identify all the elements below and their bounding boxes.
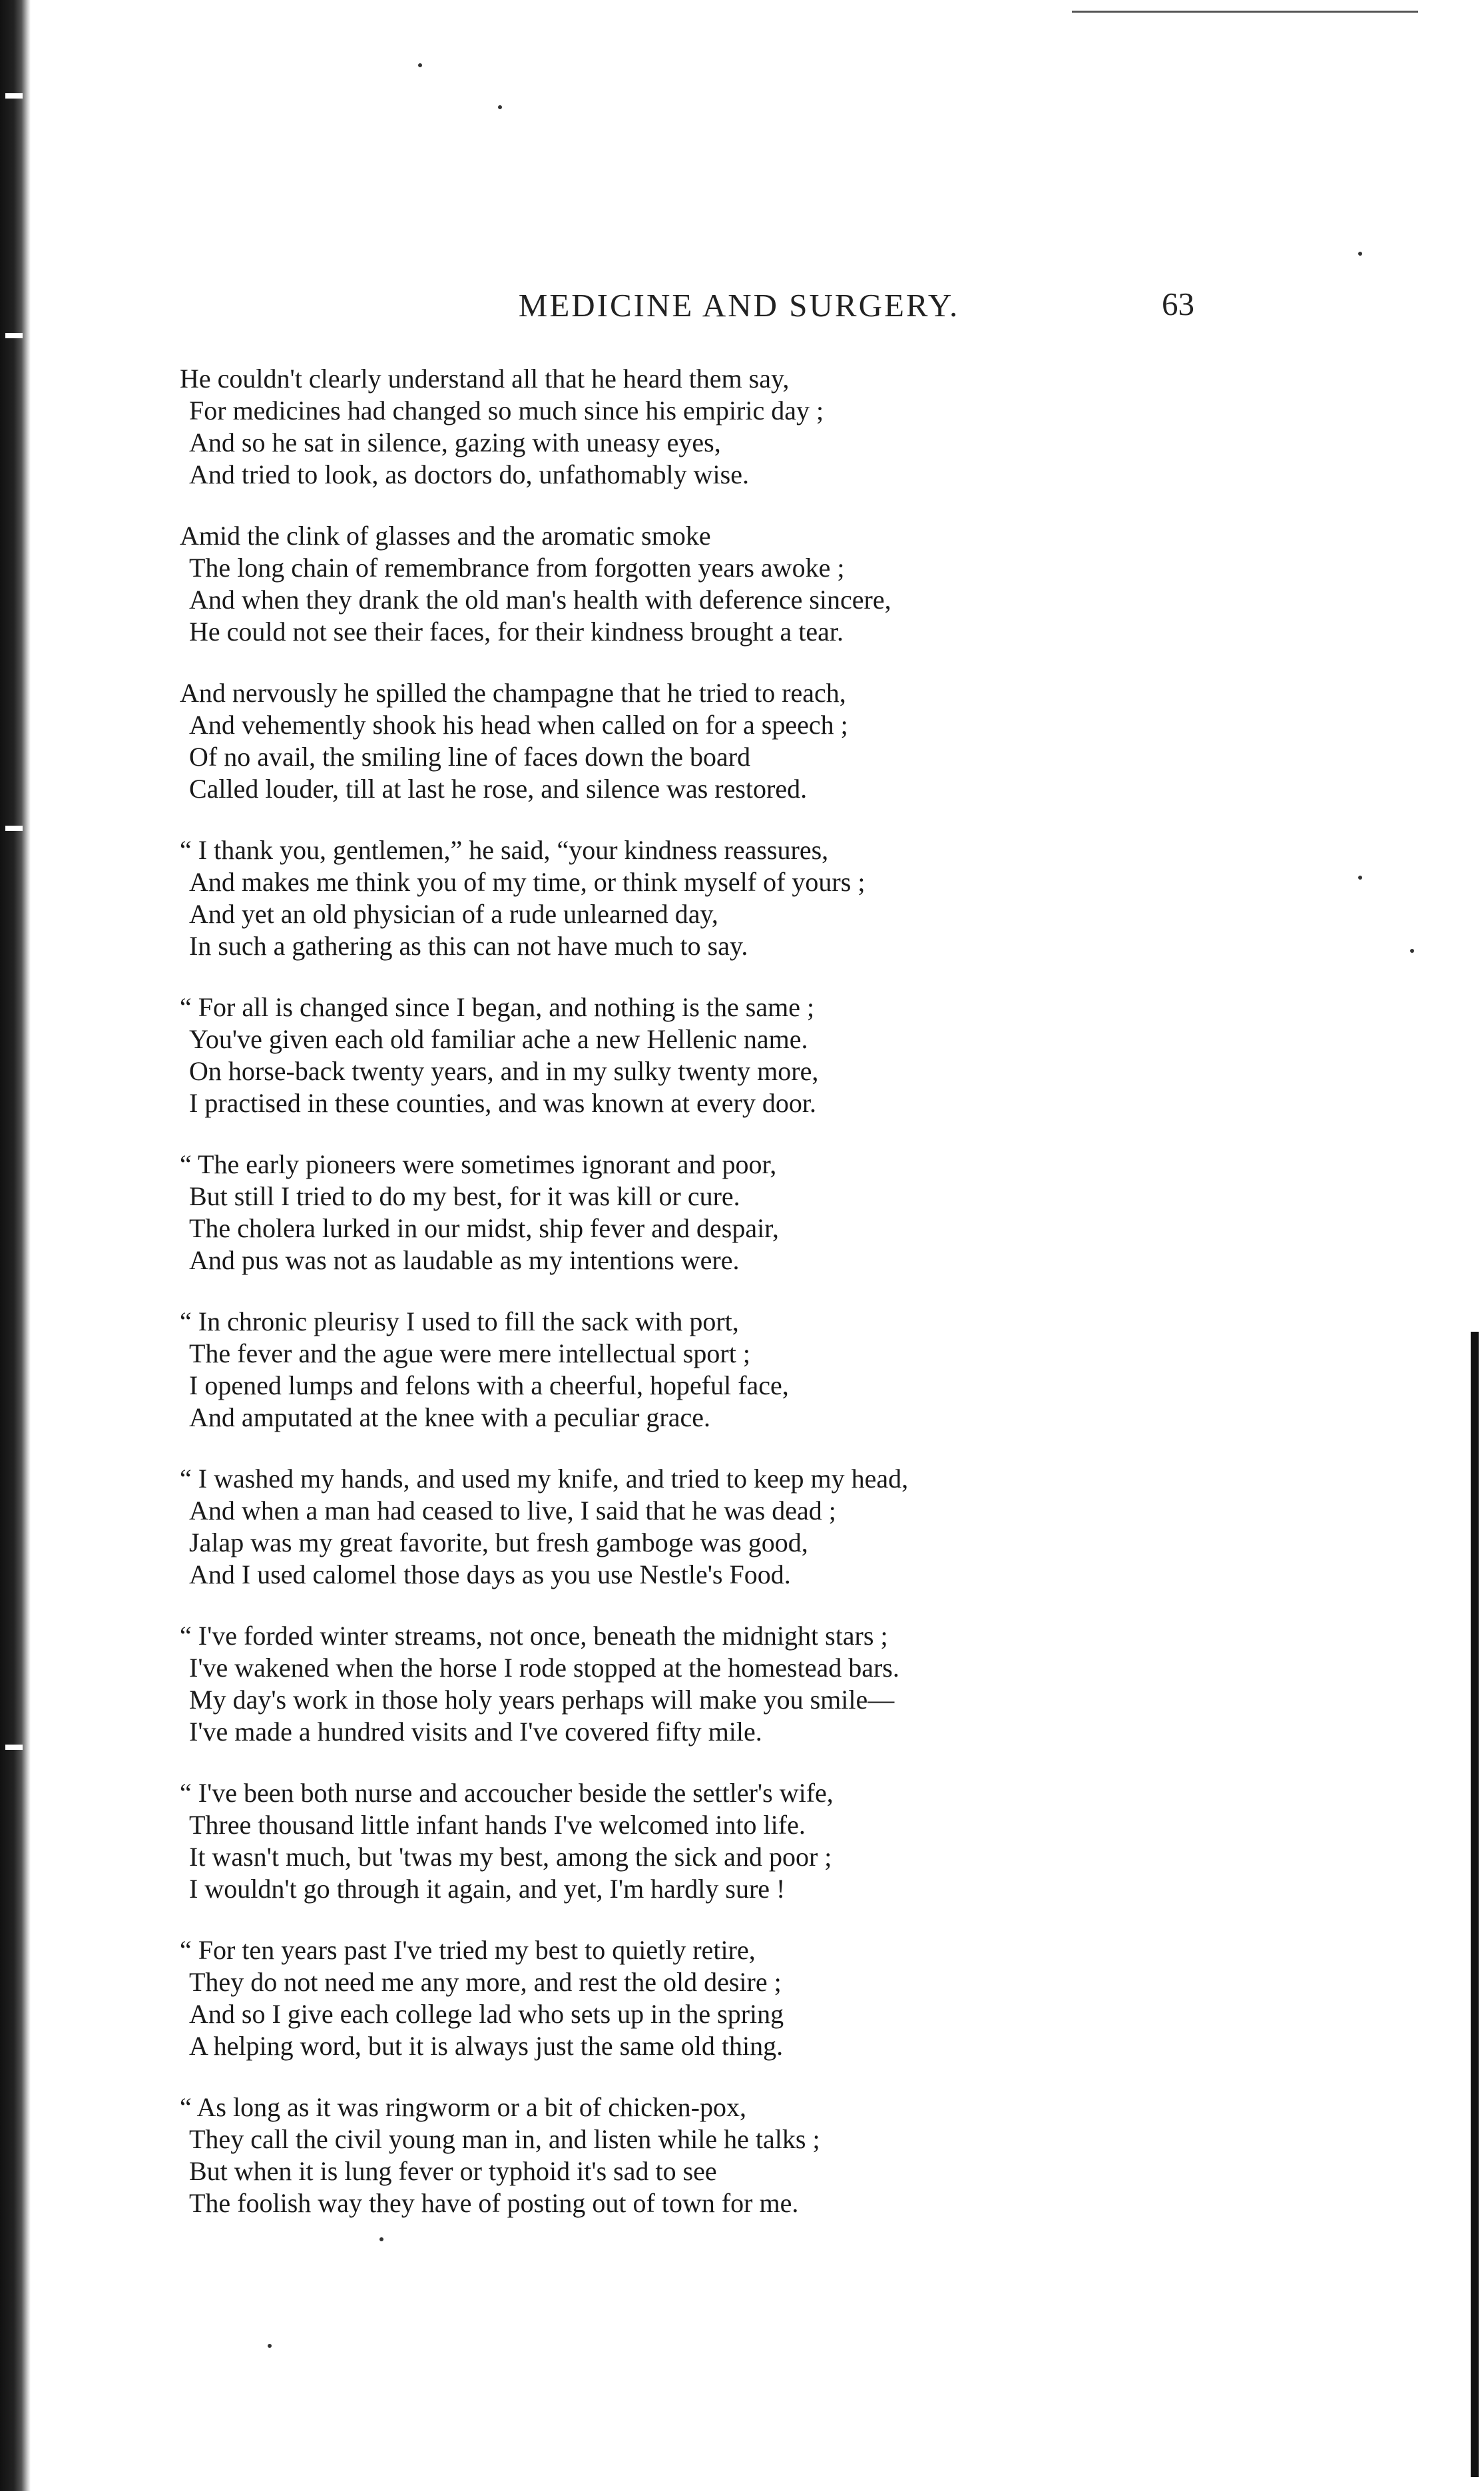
- poem-line: Amid the clink of glasses and the aromatic smoke: [180, 521, 711, 551]
- poem-line: “ The early pioneers were sometimes ignorant and poor,: [180, 1149, 777, 1179]
- poem-line: I wouldn't go through it again, and yet, I'm hardly sure !: [189, 1874, 786, 1904]
- speck: [498, 105, 502, 109]
- poem-line: “ For ten years past I've tried my best to quietly retire,: [180, 1935, 756, 1965]
- page-number: 63: [1162, 286, 1194, 322]
- poem-line: I opened lumps and felons with a cheerful, hopeful face,: [189, 1370, 789, 1400]
- poem-line: And nervously he spilled the champagne that he tried to reach,: [180, 678, 846, 708]
- poem-line: “ I've forded winter streams, not once, beneath the midnight stars ;: [180, 1621, 888, 1651]
- poem-line: They do not need me any more, and rest the old desire ;: [189, 1967, 782, 1997]
- speck: [1358, 252, 1362, 256]
- stanza: [180, 2091, 1178, 2219]
- spine-mark: [5, 1745, 23, 1750]
- poem-line: I've made a hundred visits and I've covered fifty mile.: [189, 1717, 762, 1747]
- poem-line: Three thousand little infant hands I've welcomed into life.: [189, 1810, 806, 1840]
- poem-line: Jalap was my great favorite, but fresh gamboge was good,: [189, 1527, 808, 1557]
- poem-line: In such a gathering as this can not have much to say.: [189, 931, 748, 961]
- stanza: [180, 1620, 1178, 1748]
- poem-line: And so I give each college lad who sets up in the spring: [189, 1999, 784, 2029]
- poem-line: “ For all is changed since I began, and nothing is the same ;: [180, 992, 815, 1022]
- book-spine-shadow: [0, 0, 31, 2491]
- poem-line: They call the civil young man in, and listen while he talks ;: [189, 2124, 820, 2154]
- poem-line: The fever and the ague were mere intellectual sport ;: [189, 1338, 750, 1368]
- top-rule-mark: [1072, 11, 1418, 13]
- speck: [418, 63, 422, 67]
- stanza: [180, 991, 1178, 1119]
- poem-line: “ I thank you, gentlemen,” he said, “your kindness reassures,: [180, 835, 829, 865]
- speck: [1358, 876, 1362, 880]
- poem-line: He could not see their faces, for their kindness brought a tear.: [189, 617, 844, 647]
- poem-line: And yet an old physician of a rude unlearned day,: [189, 899, 718, 929]
- poem-line: I practised in these counties, and was known at every door.: [189, 1088, 816, 1118]
- poem-line: “ I've been both nurse and accoucher beside the settler's wife,: [180, 1778, 834, 1808]
- poem-line: “ I washed my hands, and used my knife, and tried to keep my head,: [180, 1464, 909, 1494]
- stanza: [180, 363, 1178, 491]
- stanza: [180, 677, 1178, 805]
- stanza: [180, 834, 1178, 962]
- poem-line: And I used calomel those days as you use Nestle's Food.: [189, 1559, 791, 1589]
- stanza: [180, 520, 1178, 648]
- poem-line: And pus was not as laudable as my intentions were.: [189, 1245, 740, 1275]
- poem-line: A helping word, but it is always just the same old thing.: [189, 2031, 784, 2061]
- poem-line: My day's work in those holy years perhaps will make you smile—: [189, 1685, 895, 1715]
- poem-line: For medicines had changed so much since his empiric day ;: [189, 396, 824, 425]
- poem-line: And when they drank the old man's health with deference sincere,: [189, 585, 891, 615]
- poem-line: The foolish way they have of posting out of town for me.: [189, 2188, 799, 2218]
- running-head: MEDICINE AND SURGERY.: [518, 287, 960, 324]
- spine-mark: [5, 333, 23, 338]
- right-edge-shadow: [1471, 1332, 1479, 2477]
- poem-line: I've wakened when the horse I rode stopped at the homestead bars.: [189, 1653, 899, 1683]
- spine-mark: [5, 93, 23, 99]
- stanza: [180, 1934, 1178, 2062]
- stanza: [180, 1777, 1178, 1905]
- poem-line: And amputated at the knee with a peculiar grace.: [189, 1402, 710, 1432]
- poem-line: And so he sat in silence, gazing with uneasy eyes,: [189, 427, 721, 457]
- speck: [1410, 949, 1414, 953]
- poem-line: And makes me think you of my time, or think myself of yours ;: [189, 867, 866, 897]
- speck: [268, 2344, 272, 2348]
- stanza: [180, 1149, 1178, 1276]
- poem-line: But still I tried to do my best, for it was kill or cure.: [189, 1181, 740, 1211]
- poem-body: [180, 363, 1178, 2249]
- poem-line: And when a man had ceased to live, I said that he was dead ;: [189, 1496, 836, 1525]
- stanza: [180, 1306, 1178, 1434]
- stanza: [180, 1463, 1178, 1591]
- poem-line: He couldn't clearly understand all that he heard them say,: [180, 364, 790, 394]
- poem-line: It wasn't much, but 'twas my best, among the sick and poor ;: [189, 1842, 832, 1872]
- poem-line: The cholera lurked in our midst, ship fever and despair,: [189, 1213, 779, 1243]
- spine-mark: [5, 826, 23, 831]
- poem-line: “ As long as it was ringworm or a bit of chicken-pox,: [180, 2092, 746, 2122]
- poem-line: The long chain of remembrance from forgotten years awoke ;: [189, 553, 845, 583]
- poem-line: And vehemently shook his head when called on for a speech ;: [189, 710, 848, 740]
- poem-line: But when it is lung fever or typhoid it's sad to see: [189, 2156, 717, 2186]
- poem-line: And tried to look, as doctors do, unfathomably wise.: [189, 459, 749, 489]
- poem-line: Called louder, till at last he rose, and silence was restored.: [189, 774, 808, 804]
- poem-line: On horse-back twenty years, and in my sulky twenty more,: [189, 1056, 819, 1086]
- poem-line: Of no avail, the smiling line of faces down the board: [189, 742, 751, 772]
- poem-line: “ In chronic pleurisy I used to fill the sack with port,: [180, 1306, 739, 1336]
- poem-line: You've given each old familiar ache a new Hellenic name.: [189, 1024, 808, 1054]
